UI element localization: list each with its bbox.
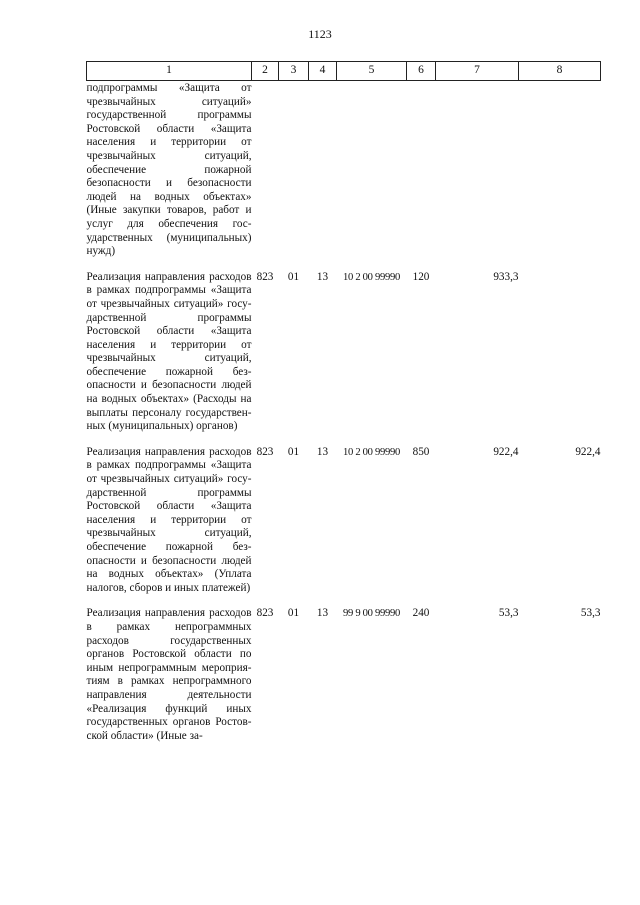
row-amount-col7: 53,3 (498, 607, 519, 620)
page-number: 1123 (308, 27, 332, 41)
row-subsection-code: 13 (316, 270, 329, 283)
row-amount-col7: 922,4 (493, 445, 519, 458)
budget-table (86, 61, 601, 755)
row-ministry-code: 823 (256, 270, 274, 283)
table-row (87, 607, 601, 755)
table-header-row (87, 62, 601, 81)
header-col-7: 7 (436, 62, 519, 81)
row-subsection-code: 13 (316, 607, 329, 620)
row-amount-col8: 922,4 (575, 445, 601, 458)
row-description: Реализация направления расходов в рамках непрограммных расходов государственных органов Ростовской области по иным непрограммным мероприятиям в рамках непрограммного направления деятельности «Реализация функций иных государственных органов Ростовской области» (Иные за- (86, 607, 252, 742)
row-target-code: 99 9 00 99990 (342, 608, 400, 620)
row-subsection-code: 13 (316, 445, 329, 458)
table-row-continuation (87, 81, 601, 271)
continuation-description: подпрограммы «Защита от чрезвычайных ситуаций» государственной программы Ростовской области «Защита населения и территории от чрезвычайных ситуаций, обеспечение пожарной безопасности и безопасности людей на водных объектах» (Иные закупки товаров, работ и услуг для обеспечения государственных (муниципальных) нужд) (86, 82, 252, 258)
table-row (87, 271, 601, 446)
header-col-2: 2 (252, 62, 279, 81)
header-col-5: 5 (337, 62, 407, 81)
row-description: Реализация направления расходов в рамках подпрограммы «Защита от чрезвычайных ситуаций» государственной программы Ростовской области «Защита населения и территории от чрезвычайных ситуаций, обеспечение пожарной безопасности и безопасности людей на водных объектах» (Уплата налогов, сборов и иных платежей) (86, 445, 252, 594)
header-col-4: 4 (309, 62, 337, 81)
row-section-code: 01 (287, 607, 300, 620)
row-expense-type: 120 (412, 270, 430, 283)
row-target-code: 10 2 00 99990 (342, 446, 400, 458)
header-col-1: 1 (87, 62, 252, 81)
row-amount-col8 (519, 271, 601, 446)
header-col-8: 8 (519, 62, 601, 81)
row-expense-type: 240 (412, 607, 430, 620)
row-ministry-code: 823 (256, 607, 274, 620)
row-expense-type: 850 (412, 445, 430, 458)
header-col-3: 3 (279, 62, 309, 81)
row-section-code: 01 (287, 270, 300, 283)
row-target-code: 10 2 00 99990 (342, 271, 400, 283)
row-section-code: 01 (287, 445, 300, 458)
row-amount-col7: 933,3 (493, 270, 519, 283)
table-row (87, 446, 601, 608)
row-ministry-code: 823 (256, 445, 274, 458)
row-amount-col8: 53,3 (580, 607, 601, 620)
row-description: Реализация направления расходов в рамках подпрограммы «Защита от чрезвычайных ситуаций» государственной программы Ростовской области «Защита населения и территории от чрезвычайных ситуаций, обеспечение пожарной безопасности и безопасности людей на водных объектах» (Расходы на выплаты персоналу государственных (муниципальных) органов) (86, 270, 252, 433)
header-col-6: 6 (407, 62, 436, 81)
